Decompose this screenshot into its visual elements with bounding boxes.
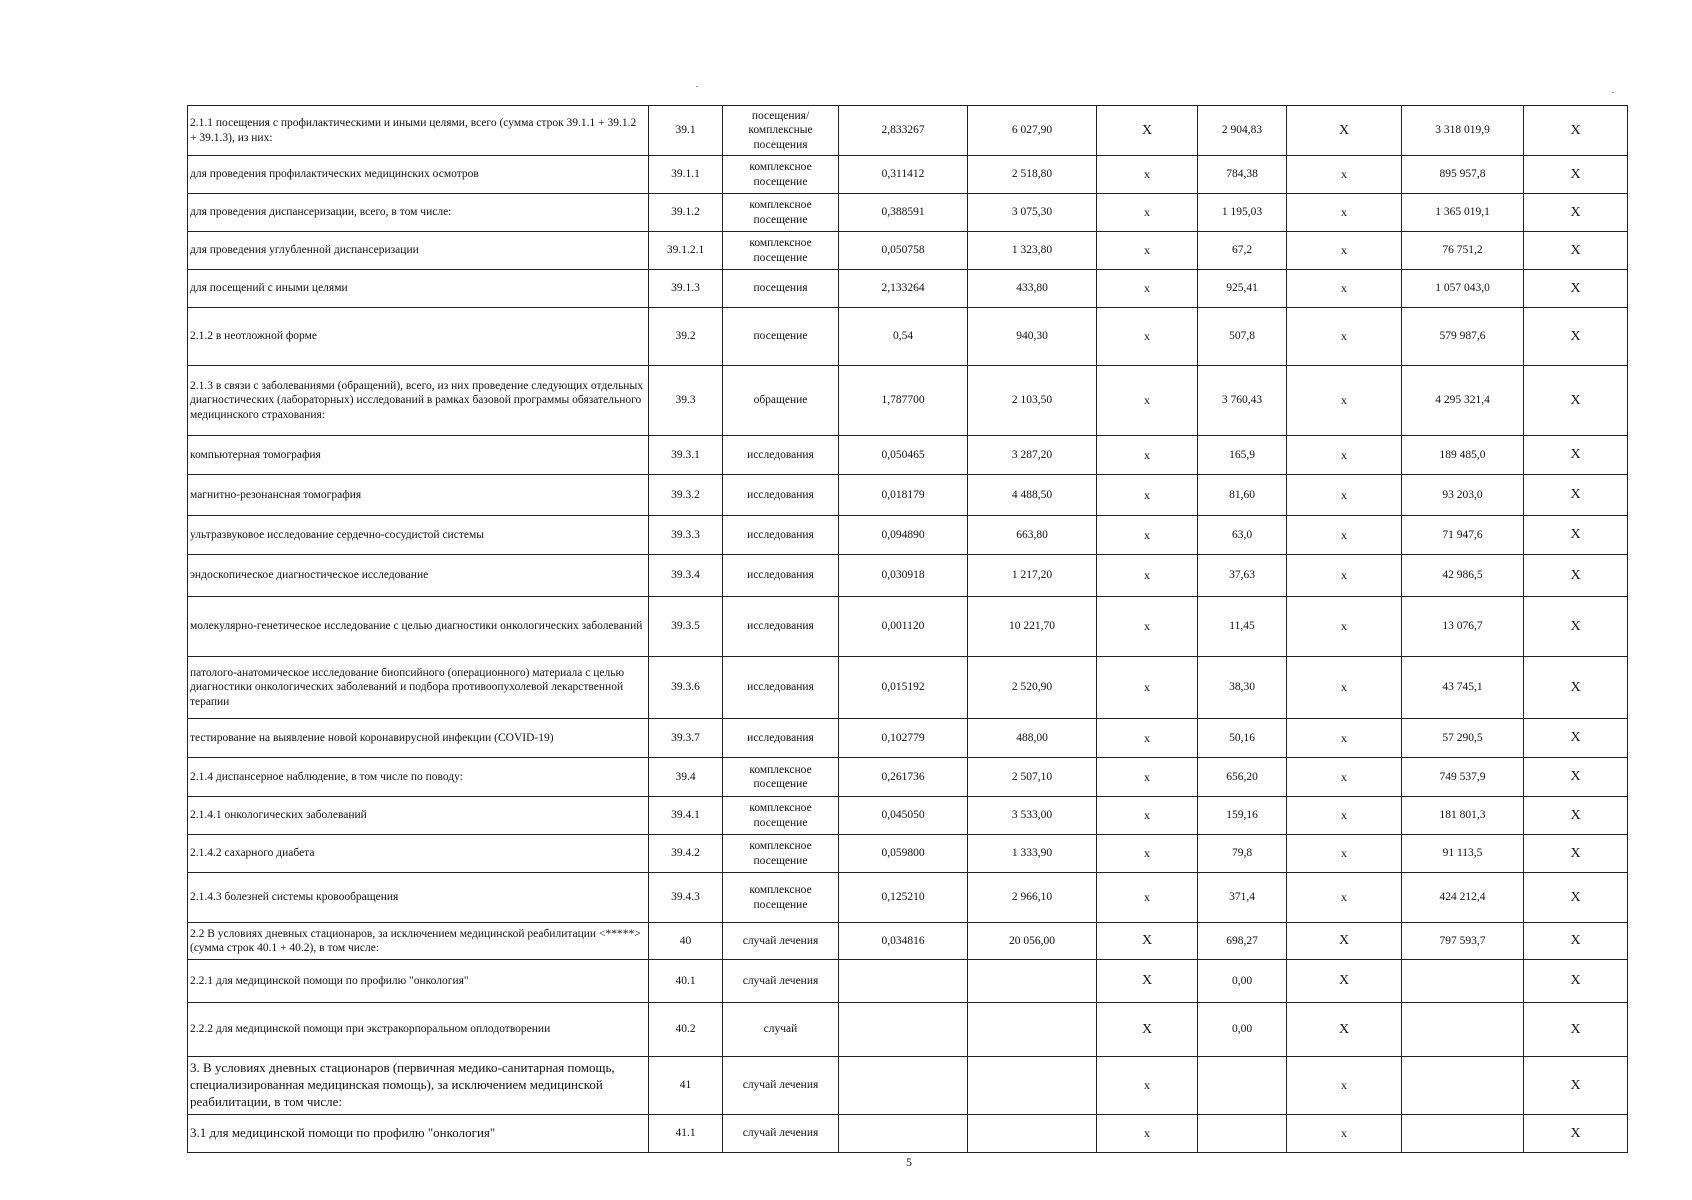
cell-unit: исследования [723,475,839,516]
cell-m2: X [1287,106,1402,156]
cell-m1: x [1097,194,1198,232]
cell-m3: X [1524,106,1628,156]
cell-unit: случай [723,1003,839,1057]
table-row [188,597,1628,657]
table-row [188,232,1628,270]
cell-unit: обращение [723,366,839,436]
cell-m1: x [1097,597,1198,657]
cell-code: 39.3.3 [649,516,723,555]
cell-v2: 2 520,90 [968,657,1097,719]
cell-v2 [968,1115,1097,1153]
cell-name: тестирование на выявление новой коронавирусной инфекции (COVID-19) [188,719,649,758]
cell-unit: комплексное посещение [723,194,839,232]
cell-v3: 2 904,83 [1198,106,1287,156]
cell-v1: 0,311412 [839,156,968,194]
cell-m3: X [1524,1003,1628,1057]
cell-v1: 0,050758 [839,232,968,270]
cell-m3: X [1524,597,1628,657]
cell-unit: случай лечения [723,960,839,1003]
cell-unit: посещение [723,308,839,366]
cell-m2: x [1287,156,1402,194]
cell-unit: исследования [723,719,839,758]
cell-v1: 0,018179 [839,475,968,516]
cell-m3: X [1524,516,1628,555]
cell-v1: 0,059800 [839,835,968,873]
cell-m1: X [1097,923,1198,960]
cell-m1: X [1097,960,1198,1003]
cell-unit: исследования [723,597,839,657]
cell-m1: x [1097,835,1198,873]
cell-m3: X [1524,1057,1628,1115]
cell-v1: 0,54 [839,308,968,366]
cell-unit: исследования [723,516,839,555]
cell-m1: x [1097,758,1198,797]
cell-unit: комплексное посещение [723,873,839,923]
table-row [188,194,1628,232]
cell-v3: 67,2 [1198,232,1287,270]
cell-code: 39.1.3 [649,270,723,308]
cell-code: 39.3.4 [649,555,723,597]
cell-m2: x [1287,797,1402,835]
cell-name: 2.2.1 для медицинской помощи по профилю "онкология" [188,960,649,1003]
cell-m3: X [1524,232,1628,270]
cell-m3: X [1524,270,1628,308]
cell-v4 [1402,960,1524,1003]
cell-unit: случай лечения [723,1115,839,1153]
cell-name: 2.1.2 в неотложной форме [188,308,649,366]
cell-v2 [968,1057,1097,1115]
cell-v3: 11,45 [1198,597,1287,657]
cell-unit: исследования [723,657,839,719]
cell-m1: x [1097,475,1198,516]
cell-m1: x [1097,1057,1198,1115]
cell-m2: X [1287,923,1402,960]
cell-unit: комплексное посещение [723,156,839,194]
cell-m3: X [1524,719,1628,758]
cell-v1: 0,015192 [839,657,968,719]
cell-v1 [839,1057,968,1115]
cell-v2: 2 507,10 [968,758,1097,797]
cell-v2 [968,960,1097,1003]
cell-unit: комплексное посещение [723,835,839,873]
cell-v3: 784,38 [1198,156,1287,194]
cell-m1: x [1097,719,1198,758]
cell-m3: X [1524,366,1628,436]
cell-m2: X [1287,1003,1402,1057]
table-row [188,719,1628,758]
cell-v3: 37,63 [1198,555,1287,597]
table-row [188,475,1628,516]
cell-m1: x [1097,366,1198,436]
cell-name: молекулярно-генетическое исследование с целью диагностики онкологических заболеваний [188,597,649,657]
cell-m1: x [1097,308,1198,366]
cell-code: 39.3.1 [649,436,723,475]
scan-speck [696,86,698,87]
cell-v1: 2,133264 [839,270,968,308]
cell-v3: 507,8 [1198,308,1287,366]
cell-name: для проведения углубленной диспансеризации [188,232,649,270]
cell-code: 39.3.5 [649,597,723,657]
cell-v3: 371,4 [1198,873,1287,923]
table-body [188,106,1628,1153]
cell-m2: x [1287,308,1402,366]
cell-v4 [1402,1115,1524,1153]
cell-m1: x [1097,1115,1198,1153]
cell-v2: 3 287,20 [968,436,1097,475]
cell-v4: 43 745,1 [1402,657,1524,719]
cell-name: патолого-анатомическое исследование биопсийного (операционного) материала с целью диагностики онкологических заболеваний и подбора противоопухолевой лекарственной терапии [188,657,649,719]
cell-m2: x [1287,366,1402,436]
cell-name: для проведения диспансеризации, всего, в том числе: [188,194,649,232]
cell-code: 39.1.2 [649,194,723,232]
cell-name: эндоскопическое диагностическое исследование [188,555,649,597]
cell-m3: X [1524,758,1628,797]
cell-m2: x [1287,555,1402,597]
cell-unit: комплексное посещение [723,758,839,797]
cell-v1 [839,1003,968,1057]
cell-code: 40.1 [649,960,723,1003]
cell-m3: X [1524,308,1628,366]
cell-m1: x [1097,516,1198,555]
cell-v3: 63,0 [1198,516,1287,555]
cell-m3: X [1524,194,1628,232]
cell-name: 2.1.4.2 сахарного диабета [188,835,649,873]
cell-v4: 93 203,0 [1402,475,1524,516]
cell-name: ультразвуковое исследование сердечно-сосудистой системы [188,516,649,555]
cell-v3: 159,16 [1198,797,1287,835]
cell-code: 39.3.6 [649,657,723,719]
cell-m3: X [1524,797,1628,835]
cell-unit: случай лечения [723,923,839,960]
table-row [188,657,1628,719]
cell-v3: 656,20 [1198,758,1287,797]
cell-v2: 3 533,00 [968,797,1097,835]
cell-m3: X [1524,1115,1628,1153]
cell-v2 [968,1003,1097,1057]
cell-unit: посещения/комплексные посещения [723,106,839,156]
cell-v4: 797 593,7 [1402,923,1524,960]
cell-m2: x [1287,758,1402,797]
cell-v4: 181 801,3 [1402,797,1524,835]
table-row [188,797,1628,835]
cell-m1: x [1097,436,1198,475]
cell-m2: x [1287,719,1402,758]
cell-v4: 76 751,2 [1402,232,1524,270]
cell-m1: X [1097,1003,1198,1057]
cell-v1: 0,045050 [839,797,968,835]
cell-v4 [1402,1003,1524,1057]
cell-v2: 940,30 [968,308,1097,366]
cell-v2: 4 488,50 [968,475,1097,516]
cell-code: 39.3.2 [649,475,723,516]
cell-v1: 0,388591 [839,194,968,232]
cell-v3: 0,00 [1198,1003,1287,1057]
cell-unit: посещения [723,270,839,308]
cell-m1: x [1097,797,1198,835]
cell-v1: 0,050465 [839,436,968,475]
cell-unit: исследования [723,436,839,475]
cell-m2: x [1287,1115,1402,1153]
cell-m1: X [1097,106,1198,156]
cell-v1: 0,102779 [839,719,968,758]
cell-v4: 4 295 321,4 [1402,366,1524,436]
cell-v2: 2 966,10 [968,873,1097,923]
cell-m3: X [1524,555,1628,597]
cell-code: 39.3.7 [649,719,723,758]
cell-v4 [1402,1057,1524,1115]
cell-m2: x [1287,516,1402,555]
cell-unit: комплексное посещение [723,232,839,270]
cell-name: 2.1.4 диспансерное наблюдение, в том числе по поводу: [188,758,649,797]
cell-m2: x [1287,597,1402,657]
table-row [188,835,1628,873]
cell-m3: X [1524,835,1628,873]
cell-name: 2.1.1 посещения с профилактическими и иными целями, всего (сумма строк 39.1.1 + 39.1.2 + 39.1.3), из них: [188,106,649,156]
cell-m2: x [1287,873,1402,923]
cell-m1: x [1097,555,1198,597]
cell-v1: 0,030918 [839,555,968,597]
cell-name: 2.1.4.3 болезней системы кровообращения [188,873,649,923]
cell-v3: 38,30 [1198,657,1287,719]
cell-v4: 189 485,0 [1402,436,1524,475]
cell-code: 39.4 [649,758,723,797]
table-row [188,366,1628,436]
cell-code: 39.1.2.1 [649,232,723,270]
cell-name: компьютерная томография [188,436,649,475]
cell-v3: 925,41 [1198,270,1287,308]
cell-v1: 0,034816 [839,923,968,960]
cell-code: 39.4.3 [649,873,723,923]
table-row [188,1057,1628,1115]
cell-v2: 433,80 [968,270,1097,308]
table-row [188,960,1628,1003]
cell-m3: X [1524,657,1628,719]
cell-name: 2.1.3 в связи с заболеваниями (обращений), всего, из них проведение следующих отдельных диагностических (лабораторных) исследований в рамках базовой программы обязательного медицинского страхования: [188,366,649,436]
cell-code: 39.4.2 [649,835,723,873]
cell-m3: X [1524,923,1628,960]
cell-v2: 1 217,20 [968,555,1097,597]
cell-v3: 50,16 [1198,719,1287,758]
cell-m2: x [1287,475,1402,516]
cell-m2: x [1287,194,1402,232]
cell-v2: 10 221,70 [968,597,1097,657]
table-row [188,270,1628,308]
cell-v1: 2,833267 [839,106,968,156]
cell-code: 39.1.1 [649,156,723,194]
cell-m2: x [1287,835,1402,873]
table-row [188,555,1628,597]
cell-code: 39.3 [649,366,723,436]
cell-v2: 2 103,50 [968,366,1097,436]
cell-name: 3.1 для медицинской помощи по профилю "онкология" [188,1115,649,1153]
cell-m1: x [1097,156,1198,194]
cell-unit: исследования [723,555,839,597]
cell-name: 2.2.2 для медицинской помощи при экстракорпоральном оплодотворении [188,1003,649,1057]
cell-v4: 57 290,5 [1402,719,1524,758]
cell-v3: 698,27 [1198,923,1287,960]
cell-v4: 71 947,6 [1402,516,1524,555]
cell-v2: 488,00 [968,719,1097,758]
cell-name: 2.2 В условиях дневных стационаров, за исключением медицинской реабилитации <*****> (сумма строк 40.1 + 40.2), в том числе: [188,923,649,960]
cell-v1 [839,960,968,1003]
cell-m3: X [1524,873,1628,923]
cell-v3: 0,00 [1198,960,1287,1003]
cell-v4: 1 365 019,1 [1402,194,1524,232]
cell-v4: 1 057 043,0 [1402,270,1524,308]
table-row [188,758,1628,797]
cell-v3 [1198,1115,1287,1153]
cell-v1: 0,125210 [839,873,968,923]
cell-v3: 165,9 [1198,436,1287,475]
cell-v3: 1 195,03 [1198,194,1287,232]
cell-name: для проведения профилактических медицинских осмотров [188,156,649,194]
table-row [188,1115,1628,1153]
cell-m2: x [1287,270,1402,308]
cell-m2: x [1287,1057,1402,1115]
cell-m3: X [1524,475,1628,516]
cell-v2: 663,80 [968,516,1097,555]
cell-m2: x [1287,657,1402,719]
cell-m2: x [1287,436,1402,475]
cell-unit: случай лечения [723,1057,839,1115]
cell-v4: 424 212,4 [1402,873,1524,923]
cell-code: 40 [649,923,723,960]
cell-m2: x [1287,232,1402,270]
cell-v2: 6 027,90 [968,106,1097,156]
scan-speck [1612,92,1614,93]
table-row [188,923,1628,960]
cell-v1: 0,001120 [839,597,968,657]
cell-m1: x [1097,270,1198,308]
cell-v4: 895 957,8 [1402,156,1524,194]
cell-v3: 79,8 [1198,835,1287,873]
cell-v2: 1 323,80 [968,232,1097,270]
cell-v4: 579 987,6 [1402,308,1524,366]
cell-v4: 749 537,9 [1402,758,1524,797]
cell-name: для посещений с иными целями [188,270,649,308]
cell-m3: X [1524,436,1628,475]
cell-code: 40.2 [649,1003,723,1057]
cell-v1: 0,094890 [839,516,968,555]
cell-v3: 3 760,43 [1198,366,1287,436]
cell-v1: 1,787700 [839,366,968,436]
cell-name: магнитно-резонансная томография [188,475,649,516]
cell-m1: x [1097,657,1198,719]
cell-m3: X [1524,156,1628,194]
data-table [187,105,1628,1153]
table-row [188,436,1628,475]
table-row [188,516,1628,555]
cell-v3: 81,60 [1198,475,1287,516]
table-row [188,873,1628,923]
cell-m3: X [1524,960,1628,1003]
cell-v2: 3 075,30 [968,194,1097,232]
table-row [188,156,1628,194]
cell-m1: x [1097,232,1198,270]
cell-v4: 3 318 019,9 [1402,106,1524,156]
cell-code: 41.1 [649,1115,723,1153]
cell-m1: x [1097,873,1198,923]
cell-v4: 42 986,5 [1402,555,1524,597]
cell-unit: комплексное посещение [723,797,839,835]
cell-v4: 13 076,7 [1402,597,1524,657]
cell-v2: 2 518,80 [968,156,1097,194]
cell-code: 39.1 [649,106,723,156]
cell-v1 [839,1115,968,1153]
cell-name: 3. В условиях дневных стационаров (первичная медико-санитарная помощь, специализированная медицинская помощь), за исключением медицинской реабилитации, в том числе: [188,1057,649,1115]
cell-code: 39.2 [649,308,723,366]
page-number: 5 [906,1155,912,1169]
cell-v2: 20 056,00 [968,923,1097,960]
cell-v1: 0,261736 [839,758,968,797]
table-row [188,106,1628,156]
cell-code: 41 [649,1057,723,1115]
table-row [188,1003,1628,1057]
cell-v3 [1198,1057,1287,1115]
table-row [188,308,1628,366]
cell-v4: 91 113,5 [1402,835,1524,873]
cell-name: 2.1.4.1 онкологических заболеваний [188,797,649,835]
cell-v2: 1 333,90 [968,835,1097,873]
cell-code: 39.4.1 [649,797,723,835]
cell-m2: X [1287,960,1402,1003]
